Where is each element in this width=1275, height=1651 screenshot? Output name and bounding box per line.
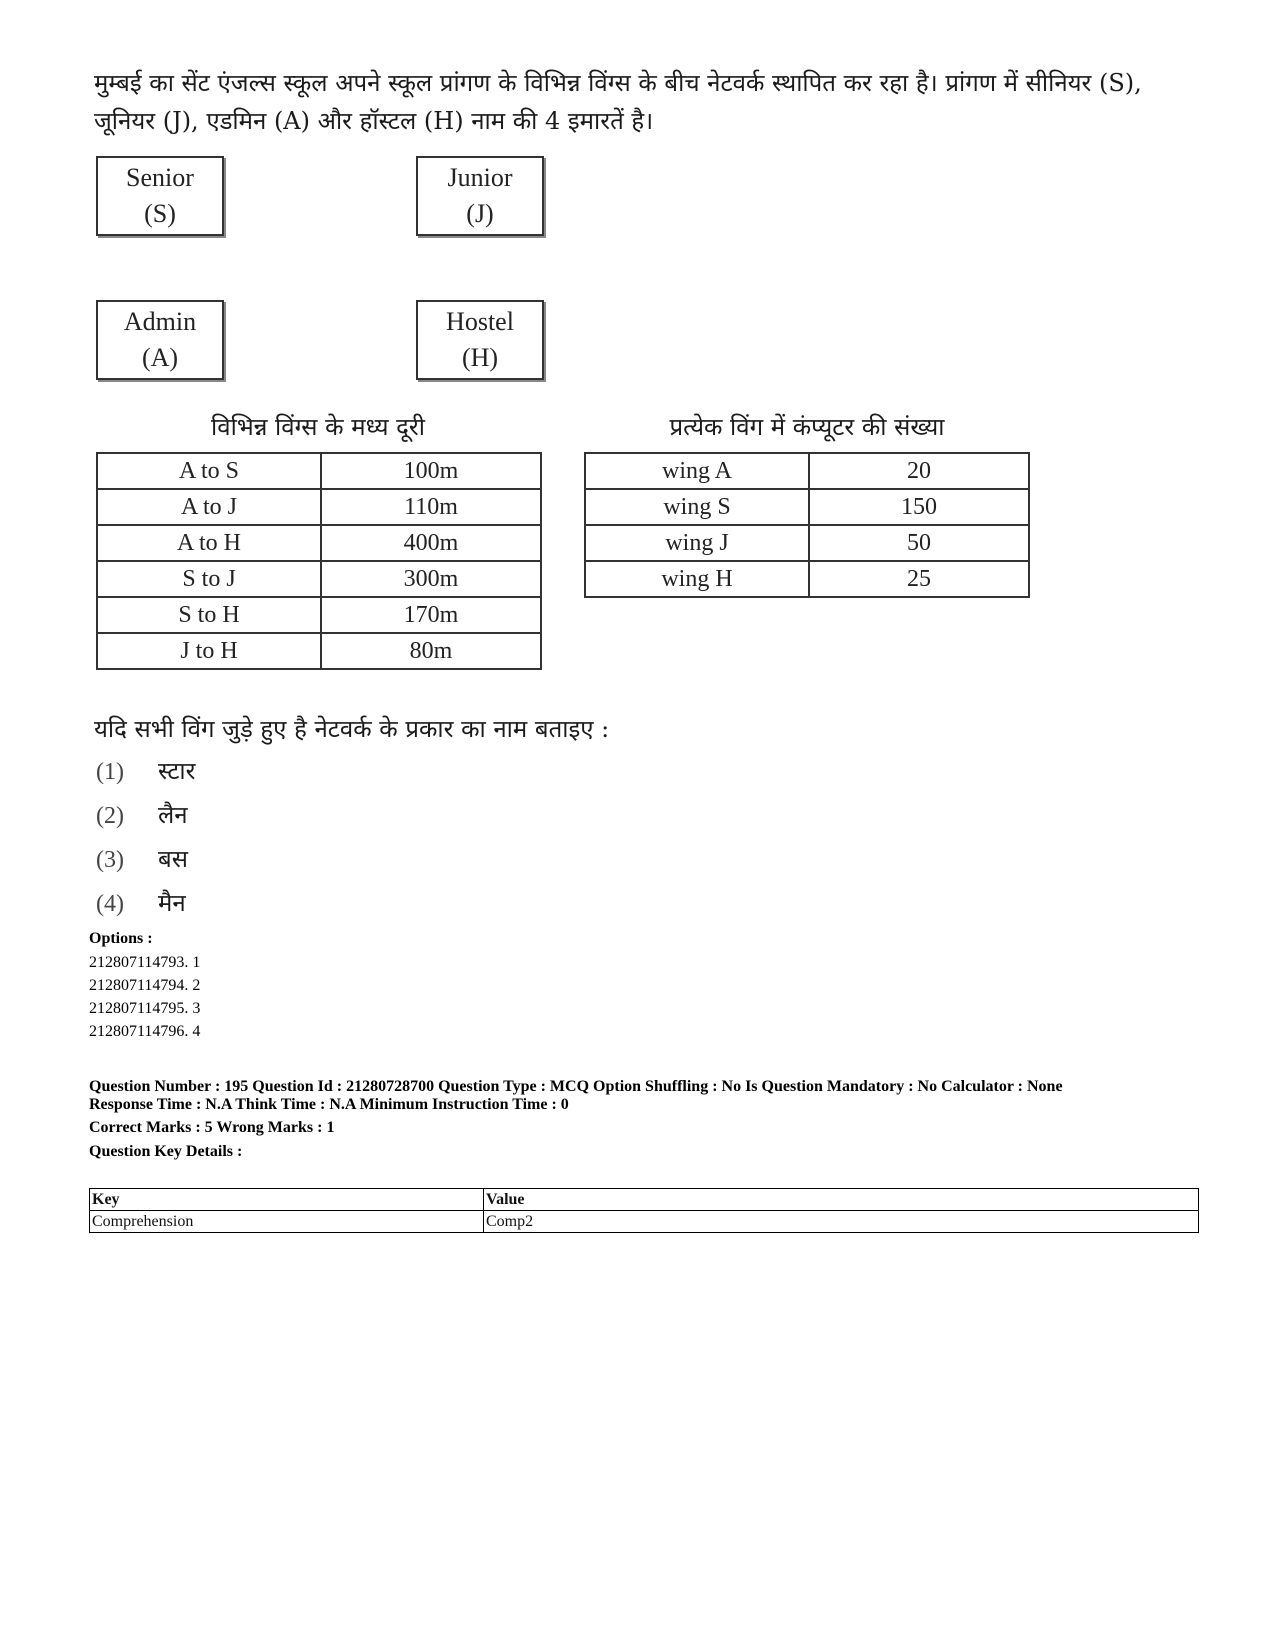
question-meta-line-1: Question Number : 195 Question Id : 21280728700 Question Type : MCQ Option Shuffling : No Is Question Mandatory : No Calculator : None — [89, 1078, 1063, 1095]
choice-4 — [96, 886, 186, 919]
distance-cell: 80m — [321, 633, 541, 669]
distance-table — [96, 452, 542, 670]
choice-number: (4) — [96, 891, 124, 917]
count-cell: 20 — [809, 453, 1029, 489]
key-header: Key — [90, 1189, 484, 1211]
question-text: यदि सभी विंग जुड़े हुए है नेटवर्क के प्रकार का नाम बताइए : — [94, 715, 610, 743]
choice-1 — [96, 754, 195, 787]
choice-2 — [96, 798, 188, 831]
marks-line: Correct Marks : 5 Wrong Marks : 1 — [89, 1119, 335, 1136]
pair-cell: S to H — [97, 597, 321, 633]
building-junior — [416, 156, 544, 236]
distance-cell: 400m — [321, 525, 541, 561]
table-row — [585, 525, 1029, 561]
passage — [94, 64, 1204, 140]
choice-text: बस — [158, 845, 188, 873]
count-cell: 150 — [809, 489, 1029, 525]
table-row — [585, 453, 1029, 489]
pair-cell: S to J — [97, 561, 321, 597]
table-header-row — [90, 1189, 1199, 1211]
table-row — [97, 525, 541, 561]
key-table — [89, 1188, 1199, 1233]
table-row — [97, 561, 541, 597]
building-code: (J) — [466, 199, 494, 228]
choice-text: लैन — [158, 801, 188, 829]
pair-cell: A to J — [97, 489, 321, 525]
building-code: (A) — [141, 343, 179, 372]
key-cell: Comprehension — [90, 1211, 484, 1233]
choice-number: (2) — [96, 803, 124, 829]
pair-cell: A to S — [97, 453, 321, 489]
choice-text: मैन — [158, 889, 186, 917]
count-cell: 25 — [809, 561, 1029, 597]
passage-line-1: मुम्बई का सेंट एंजल्स स्कूल अपने स्कूल प्रांगण के विभिन्न विंग्स के बीच नेटवर्क स्थापित कर रहा है। प्रांगण में सीनियर (S), — [94, 69, 1142, 97]
building-hostel — [416, 300, 544, 380]
table-row — [97, 453, 541, 489]
option-item: 212807114794. 2 — [89, 977, 201, 994]
options-heading: Options : — [89, 930, 153, 947]
option-item: 212807114795. 3 — [89, 1000, 201, 1017]
table-row — [97, 597, 541, 633]
passage-line-2: जूनियर (J), एडमिन (A) और हॉस्टल (H) नाम की 4 इमारतें है। — [94, 107, 654, 135]
table-row — [585, 561, 1029, 597]
choice-number: (1) — [96, 759, 124, 785]
choice-number: (3) — [96, 847, 124, 873]
table-row — [90, 1211, 1199, 1233]
building-name: Senior — [126, 163, 194, 192]
distance-cell: 170m — [321, 597, 541, 633]
building-code: (S) — [144, 199, 176, 228]
option-item: 212807114793. 1 — [89, 954, 201, 971]
table-row — [97, 489, 541, 525]
building-name: Junior — [447, 163, 513, 192]
table-row — [97, 633, 541, 669]
distance-cell: 110m — [321, 489, 541, 525]
pair-cell: A to H — [97, 525, 321, 561]
computer-table — [584, 452, 1030, 598]
distance-cell: 300m — [321, 561, 541, 597]
key-details-heading: Question Key Details : — [89, 1143, 243, 1160]
option-item: 212807114796. 4 — [89, 1023, 201, 1040]
value-cell: Comp2 — [484, 1211, 1199, 1233]
building-admin — [96, 300, 224, 380]
wing-cell: wing A — [585, 453, 809, 489]
question-meta-line-2: Response Time : N.A Think Time : N.A Minimum Instruction Time : 0 — [89, 1096, 569, 1113]
distance-table-caption: विभिन्न विंग्स के मध्य दूरी — [211, 413, 425, 441]
building-code: (H) — [461, 343, 499, 372]
computer-table-caption: प्रत्येक विंग में कंप्यूटर की संख्या — [669, 413, 945, 441]
wing-cell: wing H — [585, 561, 809, 597]
count-cell: 50 — [809, 525, 1029, 561]
distance-cell: 100m — [321, 453, 541, 489]
value-header: Value — [484, 1189, 1199, 1211]
wing-cell: wing J — [585, 525, 809, 561]
building-name: Admin — [123, 307, 197, 336]
choice-text: स्टार — [158, 757, 196, 785]
building-name: Hostel — [446, 307, 514, 336]
wing-cell: wing S — [585, 489, 809, 525]
pair-cell: J to H — [97, 633, 321, 669]
table-row — [585, 489, 1029, 525]
building-senior — [96, 156, 224, 236]
choice-3 — [96, 842, 188, 875]
